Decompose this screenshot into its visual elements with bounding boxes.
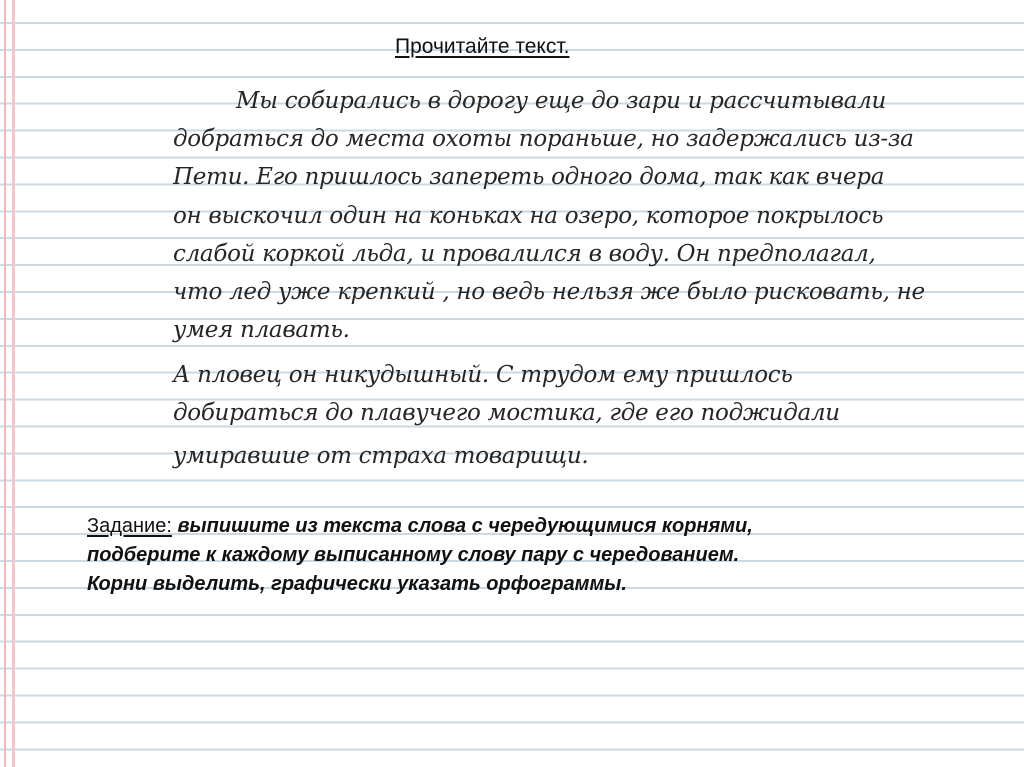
paragraph-line: он выскочил один на коньках на озеро, которое покрылось bbox=[173, 202, 884, 229]
paragraph-line: что лед уже крепкий , но ведь нельзя же было рисковать, не bbox=[173, 279, 925, 306]
paragraph-line: умиравшие от страха товарищи. bbox=[173, 443, 589, 470]
notebook-margin bbox=[0, 0, 20, 767]
paragraph-line: Мы собирались в дорогу еще до зари и рассчитывали bbox=[236, 88, 886, 114]
paragraph-line: умея плавать. bbox=[173, 317, 350, 344]
task-block bbox=[87, 512, 1007, 599]
paragraph-line: А пловец он никудышный. С трудом ему пришлось bbox=[173, 362, 793, 388]
task-label: Задание: bbox=[87, 515, 172, 537]
paragraph-line: Пети. Его пришлось запереть одного дома, так как вчера bbox=[173, 164, 885, 191]
task-line-3: Корни выделить, графически указать орфограммы. bbox=[87, 573, 627, 595]
task-line-2: подберите к каждому выписанному слову пару с чередованием. bbox=[87, 544, 740, 566]
paragraph-line: слабой коркой льда, и провалился в воду. Он предполагал, bbox=[173, 240, 876, 267]
text-paragraph-1 bbox=[173, 82, 973, 349]
margin-line-left bbox=[4, 0, 6, 767]
margin-line-right bbox=[12, 0, 15, 767]
task-line-1 bbox=[87, 512, 1007, 541]
paragraph-line: добраться до места охоты пораньше, но задержались из-за bbox=[173, 126, 914, 153]
task-text: выпишите из текста слова с чередующимися корнями, bbox=[177, 515, 753, 537]
paragraph-line: добираться до плавучего мостика, где его поджидали bbox=[173, 400, 840, 427]
page-title: Прочитайте текст. bbox=[395, 35, 570, 58]
text-paragraph-2 bbox=[173, 356, 973, 476]
